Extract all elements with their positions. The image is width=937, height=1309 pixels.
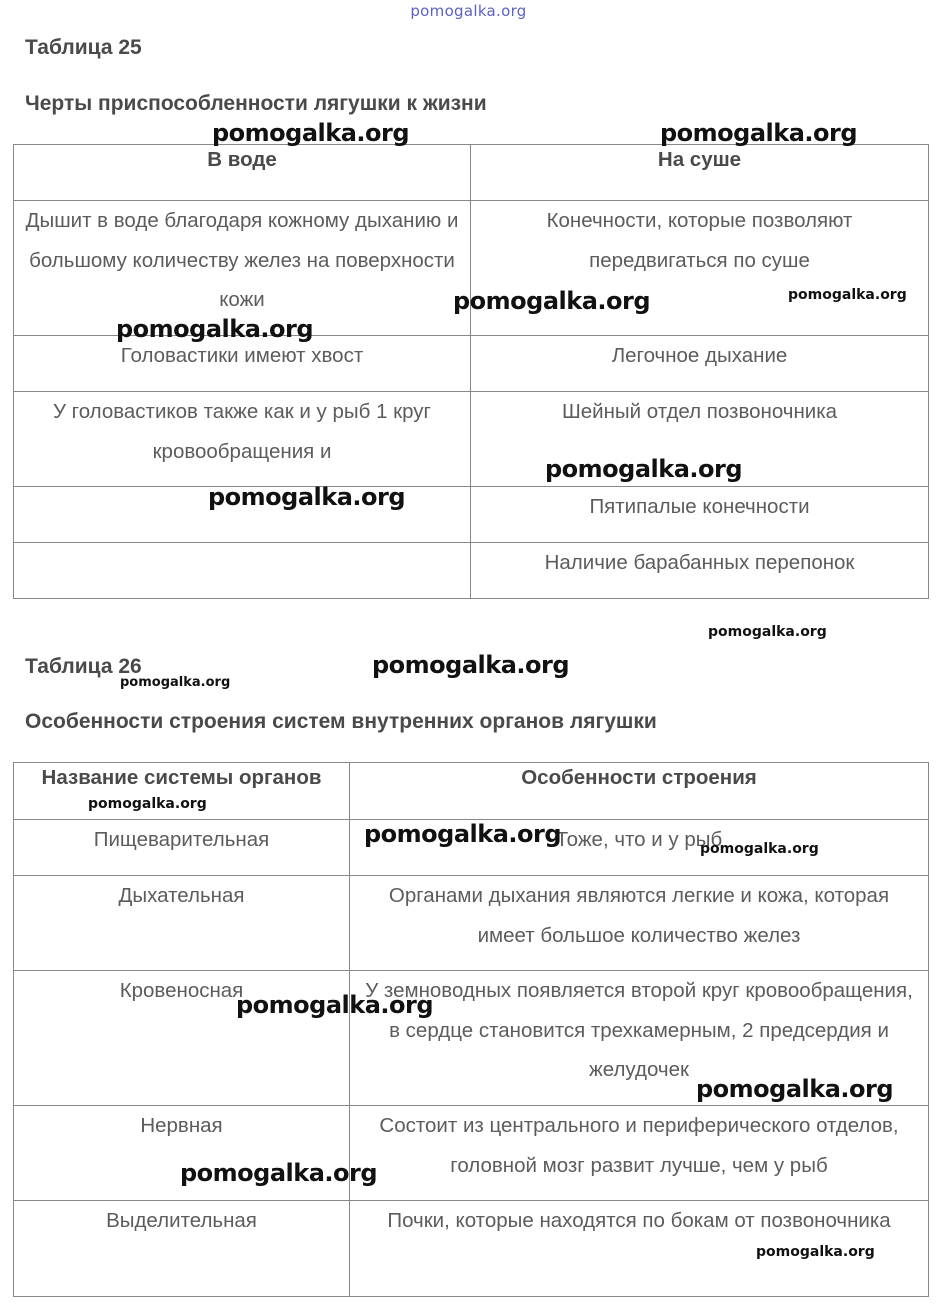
watermark: pomogalka.org <box>660 119 858 147</box>
column-header-features: Особенности строения <box>350 763 929 820</box>
table-cell: Пищеварительная <box>14 820 350 876</box>
watermark: pomogalka.org <box>756 1244 875 1260</box>
table-row <box>14 1106 929 1201</box>
table-cell: Дышит в воде благодаря кожному дыханию и большому количеству желез на поверхности кожи <box>14 201 471 336</box>
table-25-caption: Черты приспособленности лягушки к жизни <box>25 92 487 115</box>
watermark: pomogalka.org <box>116 315 314 343</box>
table-25-title: Таблица 25 <box>25 36 142 59</box>
column-header-system: Название системы органов <box>14 763 350 820</box>
table-cell: Выделительная <box>14 1201 350 1297</box>
table-cell: Нервная <box>14 1106 350 1201</box>
watermark: pomogalka.org <box>364 820 562 848</box>
table-cell: Пятипалые конечности <box>471 487 929 543</box>
table-cell: Наличие барабанных перепонок <box>471 543 929 599</box>
table-cell: Органами дыхания являются легкие и кожа, которая имеет большое количество желез <box>350 876 929 971</box>
watermark: pomogalka.org <box>236 991 434 1019</box>
watermark: pomogalka.org <box>708 624 827 640</box>
table-cell: Конечности, которые позволяют передвигаться по суше <box>471 201 929 336</box>
table-cell <box>14 543 471 599</box>
table-cell: Дыхательная <box>14 876 350 971</box>
table-row <box>14 876 929 971</box>
table-26-title: Таблица 26 <box>25 655 142 678</box>
table-cell: Тоже, что и у рыб <box>350 820 929 876</box>
table-row <box>14 392 929 487</box>
table-row <box>14 487 929 543</box>
watermark: pomogalka.org <box>545 455 743 483</box>
watermark: pomogalka.org <box>372 651 570 679</box>
watermark: pomogalka.org <box>788 287 907 303</box>
watermark: pomogalka.org <box>208 483 406 511</box>
watermark: pomogalka.org <box>88 796 207 812</box>
table-cell: Шейный отдел позвоночника <box>471 392 929 487</box>
table-cell: У головастиков также как и у рыб 1 круг кровообращения и <box>14 392 471 487</box>
table-cell: Почки, которые находятся по бокам от позвоночника <box>350 1201 929 1297</box>
watermark: pomogalka.org <box>212 119 410 147</box>
table-row <box>14 543 929 599</box>
table-cell: У земноводных появляется второй круг кровообращения, в сердце становится трехкамерным, 2 предсердия и желудочек <box>350 971 929 1106</box>
watermark: pomogalka.org <box>700 841 819 857</box>
table-header-row <box>14 145 929 201</box>
watermark: pomogalka.org <box>180 1159 378 1187</box>
table-cell: Головастики имеют хвост <box>14 336 471 392</box>
table-cell: Состоит из центрального и периферического отделов, головной мозг развит лучше, чем у рыб <box>350 1106 929 1201</box>
table-cell: Кровеносная <box>14 971 350 1106</box>
watermark: pomogalka.org <box>120 675 231 690</box>
table-25 <box>13 144 929 599</box>
watermark: pomogalka.org <box>696 1075 894 1103</box>
watermark: pomogalka.org <box>453 287 651 315</box>
column-header-land: На суше <box>471 145 929 201</box>
table-row <box>14 336 929 392</box>
column-header-water: В воде <box>14 145 471 201</box>
table-cell: Легочное дыхание <box>471 336 929 392</box>
site-header-watermark: pomogalka.org <box>410 2 527 20</box>
table-26-caption: Особенности строения систем внутренних органов лягушки <box>25 710 657 733</box>
